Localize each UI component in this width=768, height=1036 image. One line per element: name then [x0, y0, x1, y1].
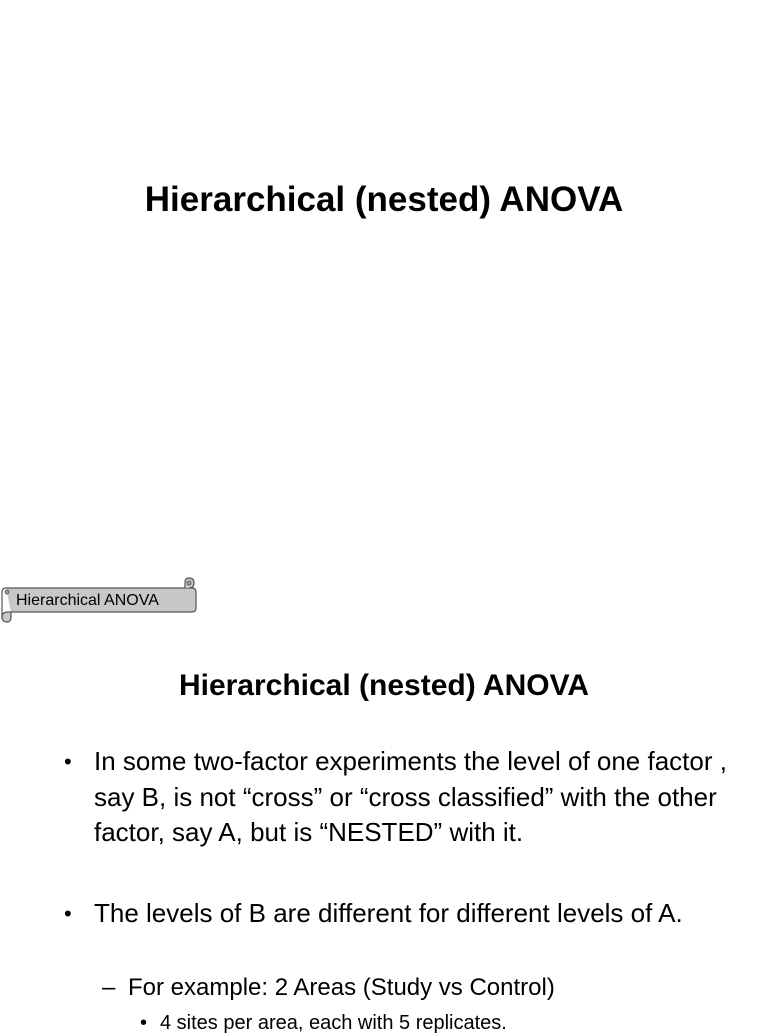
slide-title-nested: Hierarchical (nested) ANOVA [178, 669, 590, 702]
sub-bullet-text: For example: 2 Areas (Study vs Control) [128, 974, 555, 1001]
sub-bullet-item [102, 973, 555, 1003]
bullet-text: The levels of B are different for different levels of A. [94, 898, 683, 928]
scroll-banner-text: Hierarchical ANOVA [16, 592, 159, 609]
bullet-marker: • [64, 749, 72, 774]
bullet-marker: • [64, 901, 72, 926]
bullet-text: In some two-factor experiments the level of one factor , say B, is not “cross” or “cross classified” with the other factor, say A, but is “NESTED” with it. [94, 746, 727, 847]
subsub-bullet-marker: • [140, 1012, 148, 1034]
subsub-bullet-text: 4 sites per area, each with 5 replicates. [160, 1012, 507, 1034]
subsub-bullet-item [140, 1010, 507, 1036]
bullet-item [64, 744, 734, 851]
scroll-banner-label [0, 576, 200, 624]
slide-title: Hierarchical (nested) ANOVA [144, 180, 624, 219]
sub-bullet-marker: – [102, 974, 116, 1001]
bullet-item [64, 896, 734, 932]
